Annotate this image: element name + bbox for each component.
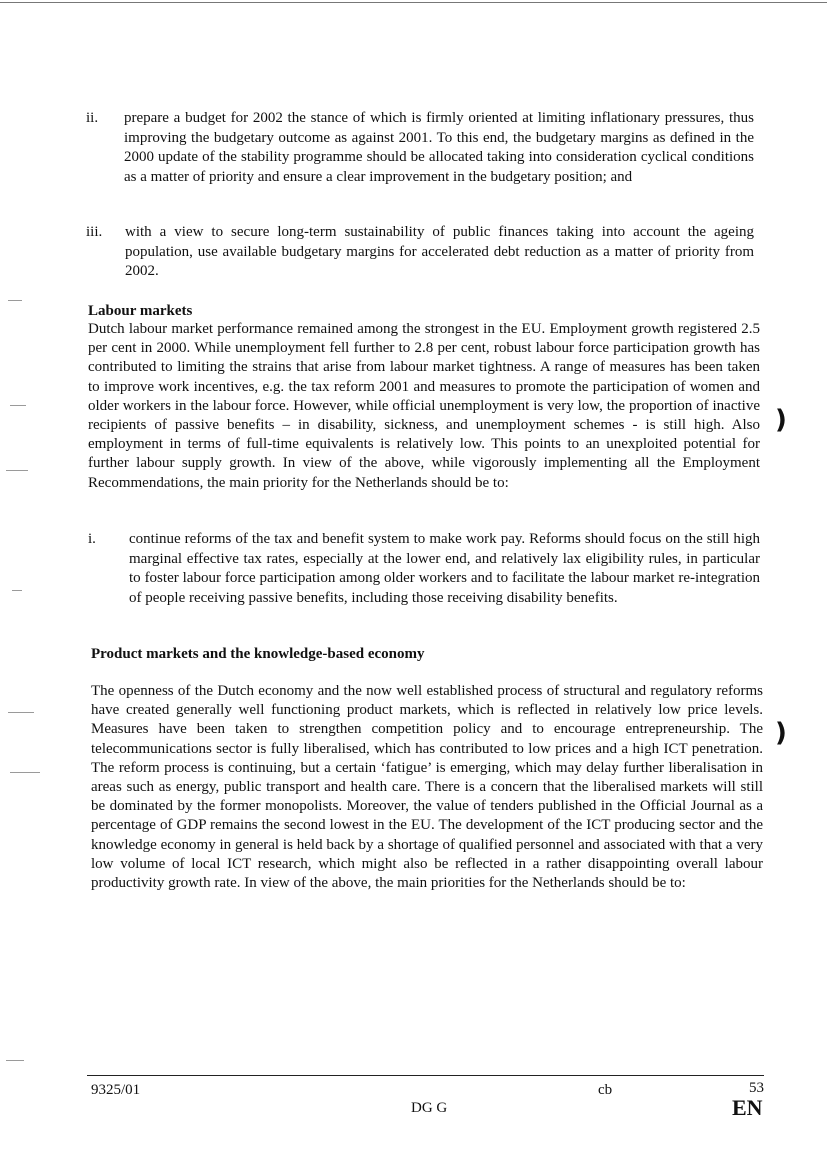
- list-text: with a view to secure long-term sustainability of public finances taking into account the ageing population, use available budgetary margins for accelerated debt reduction as a matter of priority from 2002.: [125, 224, 754, 280]
- scan-speckle: [12, 590, 22, 591]
- scan-speckle: [8, 712, 34, 713]
- paragraph-labour: Dutch labour market performance remained among the strongest in the EU. Employment growth registered 2.5 per cent in 2000. While unemployment fell further to 2.8 per cent, robust labour force participation growth has contributed to limiting the strains that arise from labour market tightness. A range of measures has been taken to improve work incentives, e.g. the tax reform 2001 and measures to promote the participation of women and older workers in the labour force. However, while official unemployment is very low, the proportion of inactive recipients of passive benefits – in disability, sickness, and unemployment schemes - is still high. Also employment in terms of full-time equivalents is relatively low. This points to an unexploited potential for further labour supply growth. In view of the above, while vigorously implementing all the Employment Recommendations, the main priority for the Netherlands should be to:: [88, 321, 760, 491]
- footer-directorate: DG G: [411, 1100, 448, 1116]
- fiscal-item-iii: [86, 223, 756, 283]
- footer-initials: cb: [598, 1082, 613, 1098]
- scan-speckle: [10, 405, 26, 406]
- footer-doc-number: 9325/01: [91, 1082, 141, 1098]
- list-number: ii.: [86, 110, 99, 126]
- section-heading-product: Product markets and the knowledge-based economy: [91, 646, 425, 662]
- list-number: iii.: [86, 224, 103, 240]
- margin-bracket-mark: ): [775, 405, 787, 435]
- footer-page-number: 53: [749, 1080, 764, 1096]
- paragraph-product: The openness of the Dutch economy and the now well established process of structural and regulatory reforms have created generally well functioning product markets, which is reflected in relatively low price levels. Measures have been taken to strengthen competition policy and to encourage entrepreneurship. The telecommunications sector is fully liberalised, which has contributed to low prices and a high ICT penetration. The reform process is continuing, but a certain ‘fatigue’ is emerging, which may delay further liberalisation in areas such as energy, public transport and health care. There is a concern that the liberalised markets will still be dominated by the former monopolists. Moreover, the value of tenders published in the Official Journal as a percentage of GDP remains the second lowest in the EU. The development of the ICT producing sector and the knowledge economy in general is held back by a shortage of qualified personnel and associated with that a very low volume of local ICT research, which might also be reflected in a rather disappointing overall labour productivity growth rate. In view of the above, the main priorities for the Netherlands should be to:: [91, 683, 763, 892]
- fiscal-item-ii: [86, 109, 756, 209]
- scan-speckle: [6, 470, 28, 471]
- footer-language-code: EN: [732, 1095, 763, 1120]
- list-text: continue reforms of the tax and benefit system to make work pay. Reforms should focus on the still high marginal effective tax rates, especially at the lower end, and relatively lax eligibility rules, in particular to foster labour force participation among older workers and to facilitate the labour market re-integration of people receiving passive benefits, including those receiving disability benefits.: [129, 531, 760, 606]
- list-number: i.: [88, 531, 96, 547]
- top-rule: [0, 2, 827, 3]
- labour-item-i: [88, 530, 760, 625]
- footer-rule: [87, 1075, 764, 1076]
- section-heading-labour: Labour markets: [88, 303, 193, 319]
- scan-speckle: [6, 1060, 24, 1061]
- scan-speckle: [8, 300, 22, 301]
- scan-speckle: [10, 772, 40, 773]
- margin-bracket-mark: ): [775, 718, 787, 748]
- list-text: prepare a budget for 2002 the stance of which is firmly oriented at limiting inflationary pressures, thus improving the budgetary outcome as against 2001. To this end, the budgetary margins as defined in the 2000 update of the stability programme should be allocated taking into consideration cyclical conditions as a matter of priority and ensure a clear improvement in the budgetary position; and: [124, 110, 754, 185]
